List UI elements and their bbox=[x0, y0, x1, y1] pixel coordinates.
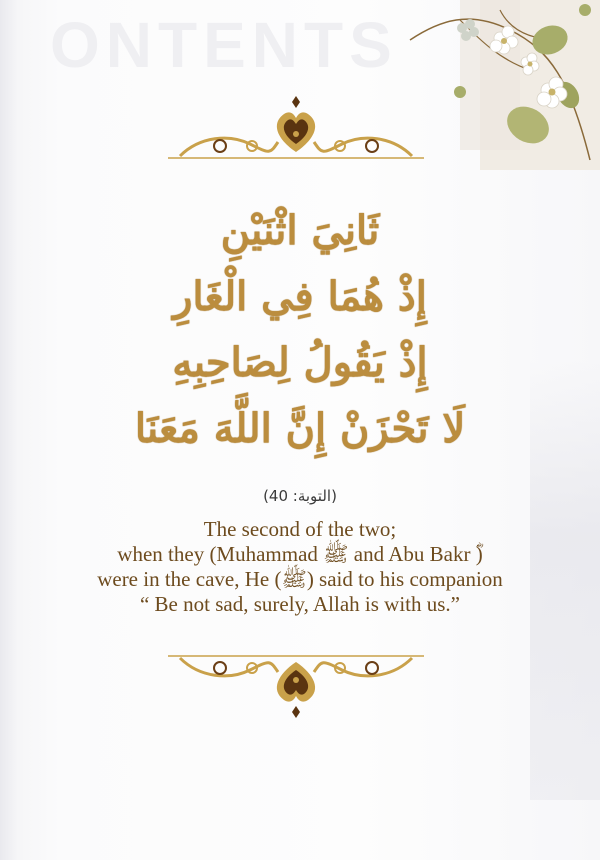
ornament-divider-icon bbox=[160, 96, 432, 166]
quran-verse bbox=[120, 198, 480, 462]
translation-line-4: “ Be not sad, surely, Allah is with us.” bbox=[139, 592, 460, 616]
verse-line-3: إِذْ يَقُولُ لِصَاحِبِهِ bbox=[172, 339, 428, 386]
page-edge-shade bbox=[530, 360, 600, 800]
verse-reference: (التوبة: 40) bbox=[263, 487, 337, 505]
verse-line-2: إِذْ هُمَا فِي الْغَارِ bbox=[173, 273, 427, 320]
translation-line-1: The second of the two; bbox=[203, 517, 397, 541]
verse-line-4: لَا تَحْزَنْ إِنَّ اللَّهَ مَعَنَا bbox=[134, 405, 466, 452]
ornament-divider-icon bbox=[160, 648, 432, 718]
faded-background-heading: ONTENTS bbox=[50, 9, 398, 81]
verse-translation bbox=[60, 517, 540, 617]
translation-line-2: when they (Muhammad ﷺ and Abu Bakr ؓ) bbox=[117, 542, 483, 566]
translation-line-3: were in the cave, He (ﷺ) said to his companion bbox=[97, 567, 503, 591]
verse-line-1: ثَانِيَ اثْنَيْنِ bbox=[220, 207, 380, 254]
